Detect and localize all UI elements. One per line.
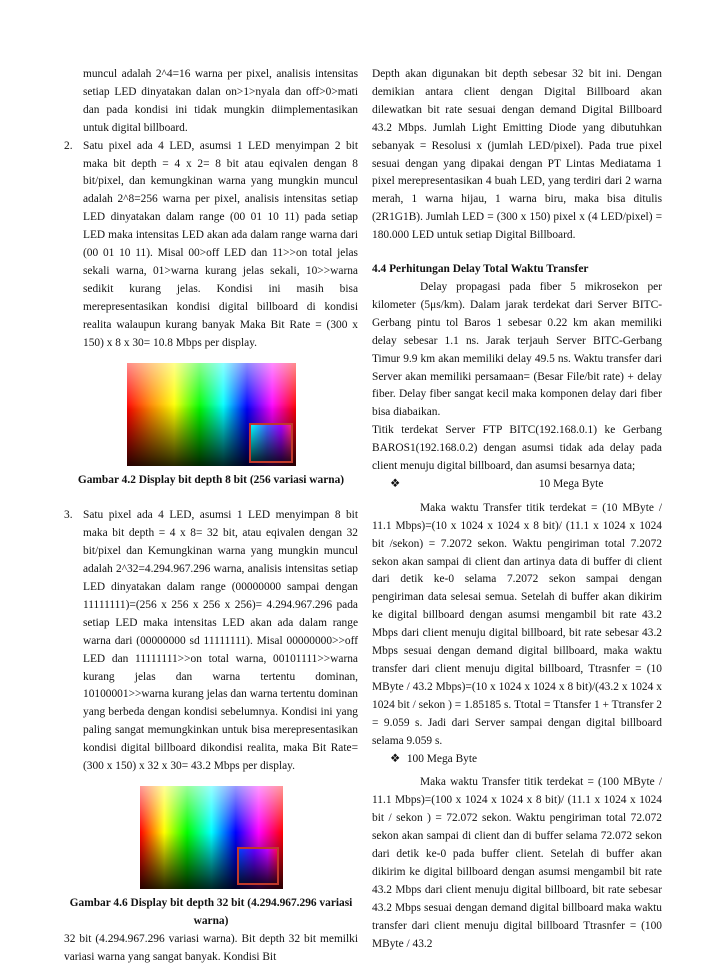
diamond-bullet-icon: ❖: [390, 752, 401, 765]
figure-inset-swatch: [237, 847, 279, 885]
left-column: [64, 66, 358, 967]
paragraph-10mb-calc: Maka waktu Transfer titik terdekat = (10 MByte / 11.1 Mbps)=(10 x 1024 x 1024 x 8 bit)/ (11.1 x 1024 x 1024 bit /sekon) = 7.2072 sekon. Waktu pengiriman total 7.2072 sekon akan sampai di client dan artinya data di buffer di client dari detik ke-0 selama 7.2072 sekon sampai dengan pengiriman data selesai semua. Setelah di buffer akan dikirim ke digital billboard dengan asumsi mengambil bit rate 43.2 Mbps dari client menuju digital billboard, bit rate sebesar 43.2 Mbps sesuai dengan demand digital billboard, maka waktu transfer dari client menuju digital billboard, Ttrasnfer = (10 MByte / 43.2 Mbps)=(10 x 1024 x 1024 x 8 bit)/(43.2 x 1024 x 1024 bit / sekon ) = 1.85185 s. Ttotal = Ttansfer 1 + Ttransfer 2 = 9.059 s. Jadi dari Server sampai dengan digital billboard selama 9.059 s.: [372, 501, 662, 747]
bullet-10mb: [372, 476, 662, 494]
bullet-100mb: [372, 751, 662, 769]
item-text: Satu pixel ada 4 LED, asumsi 1 LED menyimpan 8 bit maka bit depth = 4 x 8= 32 bit, atau eqivalen dengan 32 bit/pixel dan Kemungkinan warna yang mungkin muncul adalah 2^32=4.294.967.296 warna, analisis intensitas setiap LED dinyatakan dalam range (00000000 sampai dengan 11111111)=(256 x 256 x 256 x 256)= 4.294.967.296 pada setiap LED maka intensitas LED akan ada dalam range warna dari (00000000 sd 11111111). Misal 00000000>>off LED dan 11111111>>on total warna, 00101111>>warna kurang jelas dan warna tertentu dominan, 10100001>>warna kurang jelas dan warna tertentu dominan yang berbeda dengan kondisi sebelumnya. Kondisi ini yang paling sangat memungkinkan untuk bisa merepresentasikan kondisi digital billboard dikondisi realita, maka Bit Rate= (300 x 150) x 32 x 30= 43.2 Mbps per display.: [83, 509, 358, 773]
item-text: Satu pixel ada 4 LED, asumsi 1 LED menyimpan 2 bit maka bit depth = 4 x 2= 8 bit atau eqivalen dengan 8 bit/pixel, dan kemungkinan warna yang mungkin muncul adalah 2^8=256 warna per pixel, analisis intensitas setiap LED dinyatakan dalam range (00 01 10 11) pada setiap LED maka intensitas LED akan ada dalam range warna dari (00 01 10 11). Misal 00>off LED dan 11>>on total jelas sekali warna, 01>warna kurang jelas sekali, 10>>warna sedikit kurang jelas. Kondisi ini masih bisa merepresentasikan kondisi digital billboard di kondisi realita walaupun kurang banyak Maka Bit Rate = (300 x 150) x 8 x 30= 10.8 Mbps per display.: [83, 139, 358, 349]
item-number: 2.: [64, 139, 73, 152]
paragraph-bit-depth-cont: Depth akan digunakan bit depth sebesar 32 bit ini. Dengan demikian antara client dengan Digital Billboard akan dilewatkan bit rate sesuai dengan demand Digital Billboard 43.2 Mbps. Jumlah Light Emitting Diode yang dibutuhkan sebanyak = Resolusi x (jumlah LED/pixel). Pada true pixel sesuai dengan yang dipakai dengan PT Lintas Mediatama 1 pixel merepresentasikan 4 buah LED, yang terdiri dari 2 warna merah, 1 warna hijau, 1 warna biru, maka bisa ditulis (2R1G1B). Jumlah LED = (300 x 150) pixel x (4 LED/pixel) = 180.000 LED untuk setiap Digital Billboard.: [372, 68, 662, 242]
figure-32bit-color-gradient: [140, 786, 283, 889]
figure-caption-4-6: Gambar 4.6 Display bit depth 32 bit (4.294.967.296 variasi warna): [69, 897, 353, 927]
section-heading-4-4: 4.4 Perhitungan Delay Total Waktu Transfer: [372, 263, 589, 276]
paragraph-nearest-point: Titik terdekat Server FTP BITC(192.168.0.1) ke Gerbang BAROS1(192.168.0.2) dengan asumsi tidak ada delay pada client menuju digital billboard, dan asumsi besarnya data;: [372, 424, 662, 473]
bullet-label: 100 Mega Byte: [406, 752, 478, 765]
figure-inset-swatch: [249, 423, 293, 463]
paragraph-delay: Delay propagasi pada fiber 5 mikrosekon per kilometer (5μs/km). Dalam jarak terdekat dari Server BITC-Gerbang pintu tol Baros 1 sebesar 0.22 km akan memiliki delay sebesar 1.1 ns. Jarak terjauh Server BITC-Gerbang Timur 9.9 km akan memiliki delay 49.5 ns. Waktu transfer dari Server akan memiliki persamaan= (Besar File/bit rate) + delay fiber. Delay fiber sangat kecil maka komponen delay dari fiber bisa diabaikan.: [372, 280, 662, 419]
bullet-label: 10 Mega Byte: [538, 477, 604, 490]
figure-caption-4-2: Gambar 4.2 Display bit depth 8 bit (256 variasi warna): [77, 473, 345, 486]
right-column: [372, 66, 662, 954]
diamond-bullet-icon: ❖: [390, 477, 401, 490]
item-number: 3.: [64, 509, 73, 522]
paragraph-bit-depth: 32 bit (4.294.967.296 variasi warna). Bit depth 32 bit memilki variasi warna yang sangat banyak. Kondisi Bit: [64, 932, 358, 963]
paragraph-100mb-calc: Maka waktu Transfer titik terdekat = (100 MByte / 11.1 Mbps)=(100 x 1024 x 1024 x 8 bit)/ (11.1 x 1024 x 1024 bit / sekon ) = 72.072 sekon. Waktu pengiriman total 72.072 sekon akan sampai di client dan di buffer selama 72.072 sekon dari detik ke-0 pada buffer client. Setelah di buffer akan dikirim ke digital billboard dengan asumsi mengambil bit rate 43.2 Mbps dari client menuju digital billboard, bit rate sebesar 43.2 Mbps sesuai dengan demand digital billboard maka waktu transfer dari client menuju digital billboard Ttrasnfer = (100 MByte / 43.2: [372, 776, 662, 950]
figure-8bit-color-gradient: [127, 363, 296, 466]
list-item-2: [64, 138, 358, 353]
list-item-3: [64, 507, 358, 776]
item1-continuation: muncul adalah 2^4=16 warna per pixel, analisis intensitas setiap LED dinyatakan dalan on>1>nyala dan off>0>mati dan pada kondisi ini tidak mungkin diimplementasikan untuk digital billboard.: [83, 68, 358, 134]
